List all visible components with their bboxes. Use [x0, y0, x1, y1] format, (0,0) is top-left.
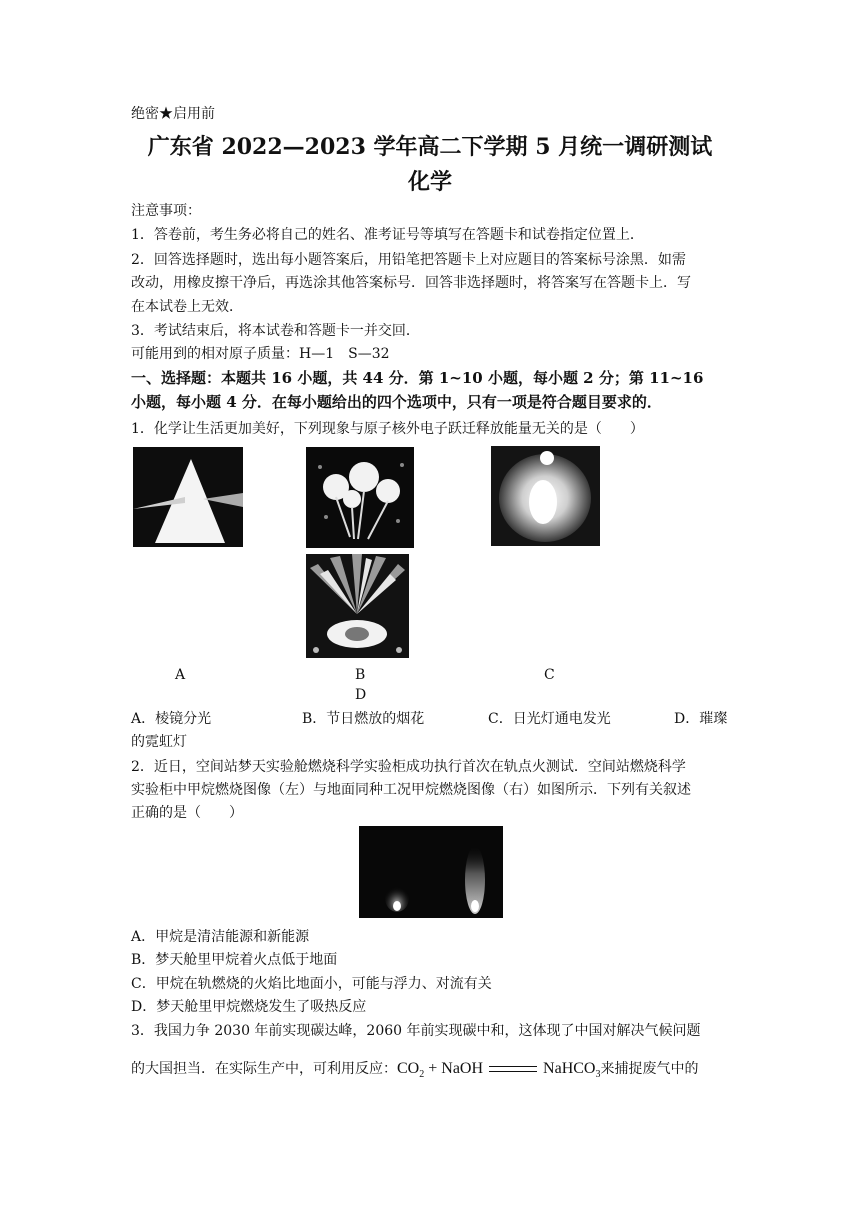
q1-option-c: C．日光灯通电发光: [488, 711, 611, 727]
q3-stem-line-2: [131, 1060, 698, 1084]
q1-option-a: A．棱镜分光: [131, 711, 212, 727]
eq-nahco3-subscript: 3: [595, 1069, 601, 1081]
notes-heading: 注意事项：: [131, 203, 201, 219]
q2-option-b: B．梦天舱里甲烷着火点低于地面: [131, 952, 338, 968]
q3-stem-line-1: 3．我国力争 2030 年前实现碳达峰，2060 年前实现碳中和，这体现了中国对解决气候问题: [131, 1023, 701, 1039]
methane-flame-image: [359, 826, 503, 918]
image-label-c: C: [544, 667, 555, 683]
neon-light-image: [306, 554, 409, 658]
eq-naoh: + NaOH: [424, 1060, 484, 1077]
q2-option-d: D．梦天舱里甲烷燃烧发生了吸热反应: [131, 999, 367, 1015]
q3-stem-suffix: 来捕捉废气中的: [600, 1061, 699, 1077]
q1-option-d-continued: 的霓虹灯: [131, 734, 187, 750]
eq-co2-subscript: 2: [419, 1069, 425, 1081]
subject-title: 化学: [407, 169, 452, 195]
q2-option-c: C．甲烷在轨燃烧的火焰比地面小，可能与浮力、对流有关: [131, 976, 492, 992]
section-1-line-1: 一、选择题：本题共 16 小题，共 44 分．第 1~10 小题，每小题 2 分；第 11~16: [131, 369, 704, 387]
q1-stem: 1．化学让生活更加美好，下列现象与原子核外电子跃迁释放能量无关的是（ ）: [131, 421, 644, 437]
image-label-d: D: [355, 687, 367, 703]
q3-stem-prefix: 的大国担当．在实际生产中，可利用反应：: [131, 1061, 397, 1077]
note-3: 3．考试结束后，将本试卷和答题卡一并交回．: [131, 323, 420, 339]
q1-option-b: B．节日燃放的烟花: [302, 711, 425, 727]
section-1-line-2: 小题，每小题 4 分．在每小题给出的四个选项中，只有一项是符合题目要求的．: [131, 393, 662, 411]
eq-nahco3: NaHCO: [543, 1060, 596, 1077]
confidential-mark: 绝密★启用前: [131, 106, 215, 122]
note-1: 1．答卷前，考生务必将自己的姓名、准考证号等填写在答题卡和试卷指定位置上．: [131, 227, 644, 243]
note-2-line-3: 在本试卷上无效．: [131, 299, 243, 315]
fireworks-image: [306, 447, 414, 548]
q2-stem-line-2: 实验柜中甲烷燃烧图像（左）与地面同种工况甲烷燃烧图像（右）如图所示．下列有关叙述: [131, 782, 691, 798]
reaction-equation: [397, 1060, 601, 1081]
image-label-b: B: [355, 667, 366, 683]
q2-stem-line-3: 正确的是（ ）: [131, 805, 243, 821]
note-2-line-1: 2．回答选择题时，选出每小题答案后，用铅笔把答题卡上对应题目的答案标号涂黑．如需: [131, 252, 686, 268]
q2-stem-line-1: 2．近日，空间站梦天实验舱燃烧科学实验柜成功执行首次在轨点火测试．空间站燃烧科学: [131, 759, 686, 775]
eq-co2: CO: [397, 1060, 420, 1077]
prism-image: [133, 447, 243, 547]
image-label-a: A: [175, 667, 186, 683]
q1-option-d: D．璀璨: [674, 711, 728, 727]
fluorescent-light-image: [491, 446, 600, 546]
note-2-line-2: 改动，用橡皮擦干净后，再选涂其他答案标号．回答非选择题时，将答案写在答题卡上．写: [131, 275, 691, 291]
q2-option-a: A．甲烷是清洁能源和新能源: [131, 929, 310, 945]
equation-equals-sign: [489, 1066, 537, 1072]
atomic-masses: 可能用到的相对原子质量：H—1 S—32: [131, 346, 390, 362]
exam-title: 广东省 2022—2023 学年高二下学期 5 月统一调研测试: [147, 134, 713, 160]
